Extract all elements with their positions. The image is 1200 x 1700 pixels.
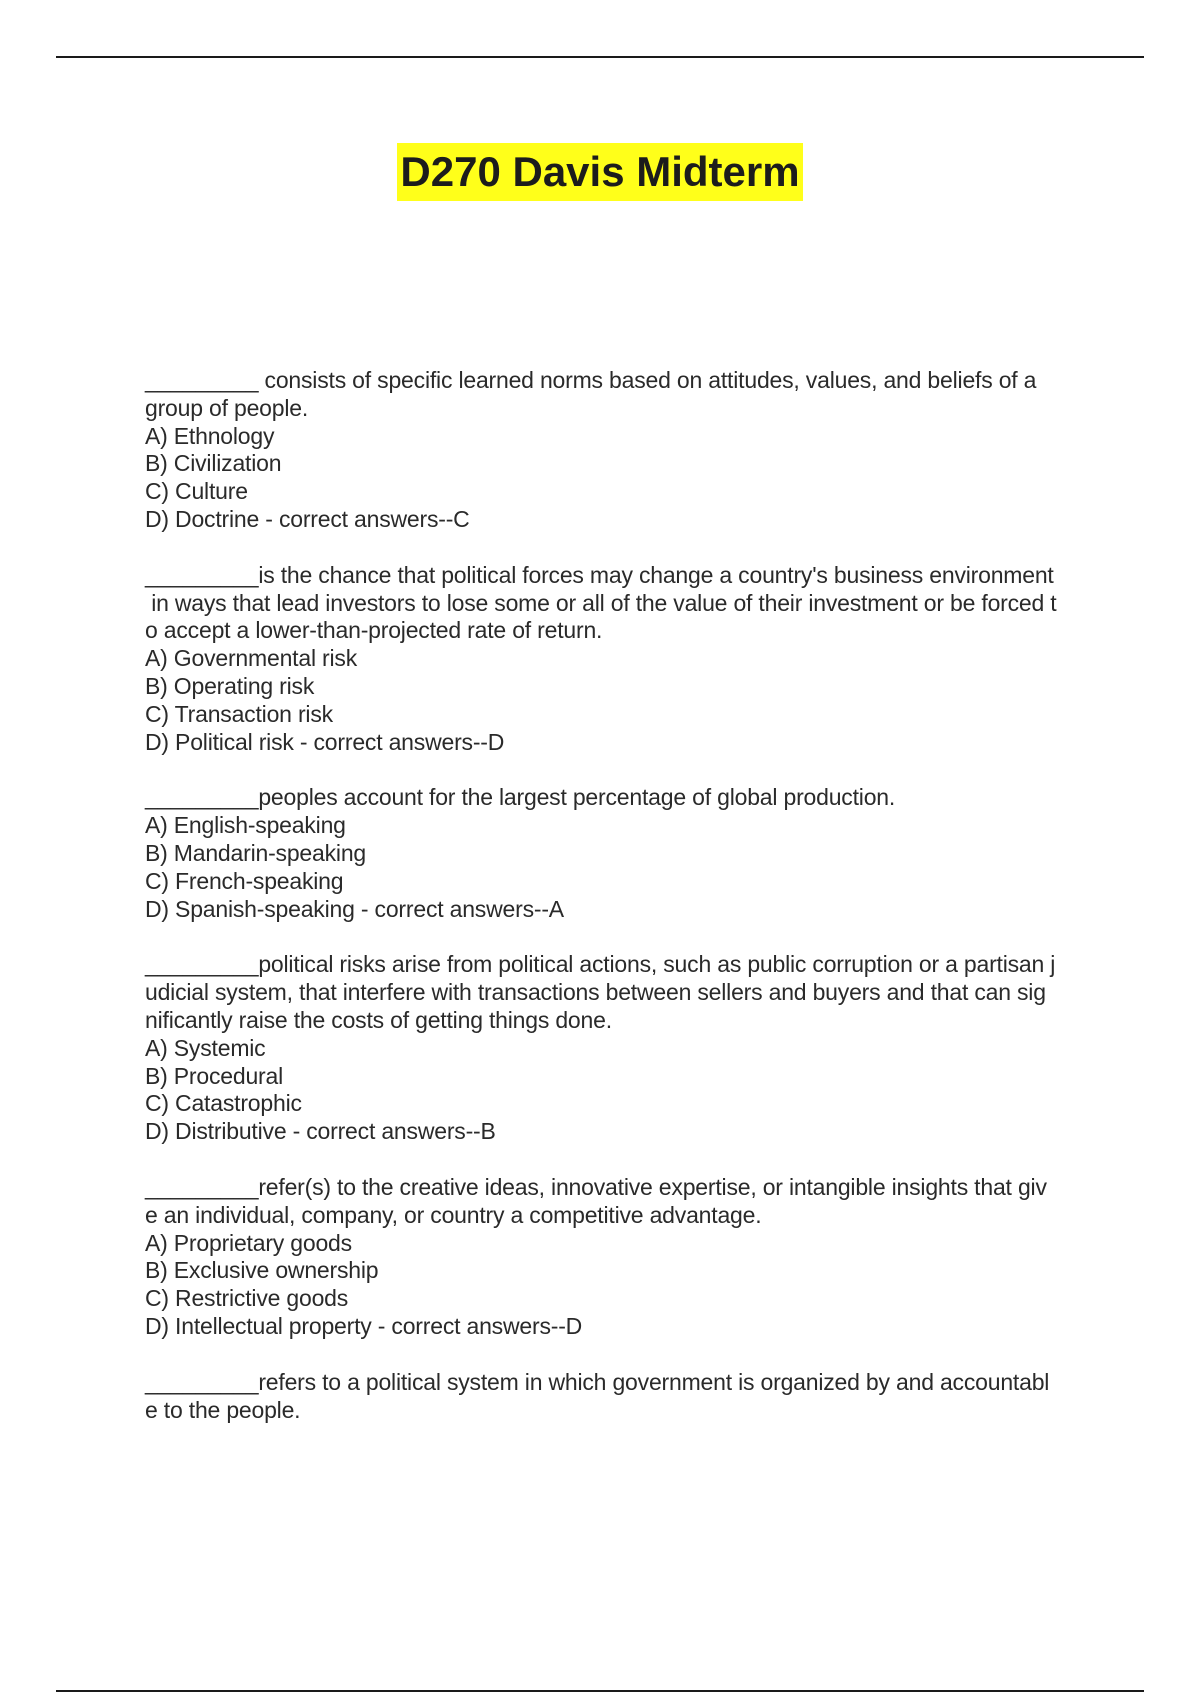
- answer-option: B) Procedural: [145, 1062, 284, 1089]
- answer-option: A) Governmental risk: [145, 645, 358, 672]
- answer-option-with-key: D) Political risk - correct answers--D: [145, 728, 505, 755]
- question-block: [145, 367, 1095, 534]
- question-text: group of people.: [145, 394, 309, 421]
- question-block: [145, 784, 1095, 923]
- question-text: e to the people.: [145, 1396, 301, 1423]
- question-block: [145, 1369, 1095, 1425]
- question-block: [145, 562, 1095, 757]
- answer-option-with-key: D) Distributive - correct answers--B: [145, 1118, 496, 1145]
- question-text: in ways that lead investors to lose some or all of the value of their investment or be forced t: [145, 589, 1057, 616]
- answer-option-with-key: D) Intellectual property - correct answers--D: [145, 1312, 583, 1339]
- answer-option: C) Catastrophic: [145, 1090, 302, 1117]
- question-text: e an individual, company, or country a competitive advantage.: [145, 1201, 762, 1228]
- answer-option: C) French-speaking: [145, 867, 344, 894]
- title-container: [0, 143, 1200, 201]
- question-text: _________is the chance that political forces may change a country's business environment: [145, 561, 1054, 588]
- questions-list: [145, 367, 1095, 1452]
- answer-option: C) Culture: [145, 478, 248, 505]
- answer-option: A) Systemic: [145, 1034, 266, 1061]
- answer-option: B) Exclusive ownership: [145, 1257, 379, 1284]
- answer-option: A) English-speaking: [145, 812, 346, 839]
- answer-option: B) Civilization: [145, 450, 282, 477]
- answer-option: C) Restrictive goods: [145, 1285, 349, 1312]
- answer-option-with-key: D) Doctrine - correct answers--C: [145, 505, 470, 532]
- answer-option: C) Transaction risk: [145, 700, 333, 727]
- document-title: D270 Davis Midterm: [397, 143, 802, 201]
- question-text: _________refers to a political system in which government is organized by and accountabl: [145, 1368, 1050, 1395]
- question-text: udicial system, that interfere with transactions between sellers and buyers and that can sig: [145, 979, 1046, 1006]
- question-text: nificantly raise the costs of getting things done.: [145, 1006, 612, 1033]
- question-block: [145, 1174, 1095, 1341]
- answer-option: A) Proprietary goods: [145, 1229, 352, 1256]
- answer-option-with-key: D) Spanish-speaking - correct answers--A: [145, 895, 564, 922]
- question-text: _________peoples account for the largest percentage of global production.: [145, 784, 896, 811]
- answer-option: B) Mandarin-speaking: [145, 839, 367, 866]
- header-rule: [56, 56, 1144, 58]
- answer-option: B) Operating risk: [145, 672, 315, 699]
- question-text: o accept a lower-than-projected rate of return.: [145, 617, 603, 644]
- footer-rule: [56, 1690, 1144, 1692]
- answer-option: A) Ethnology: [145, 422, 275, 449]
- question-block: [145, 951, 1095, 1146]
- question-text: _________political risks arise from political actions, such as public corruption or a partisan j: [145, 951, 1056, 978]
- question-text: _________ consists of specific learned norms based on attitudes, values, and beliefs of a: [145, 367, 1037, 393]
- question-text: _________refer(s) to the creative ideas, innovative expertise, or intangible insights that giv: [145, 1173, 1047, 1200]
